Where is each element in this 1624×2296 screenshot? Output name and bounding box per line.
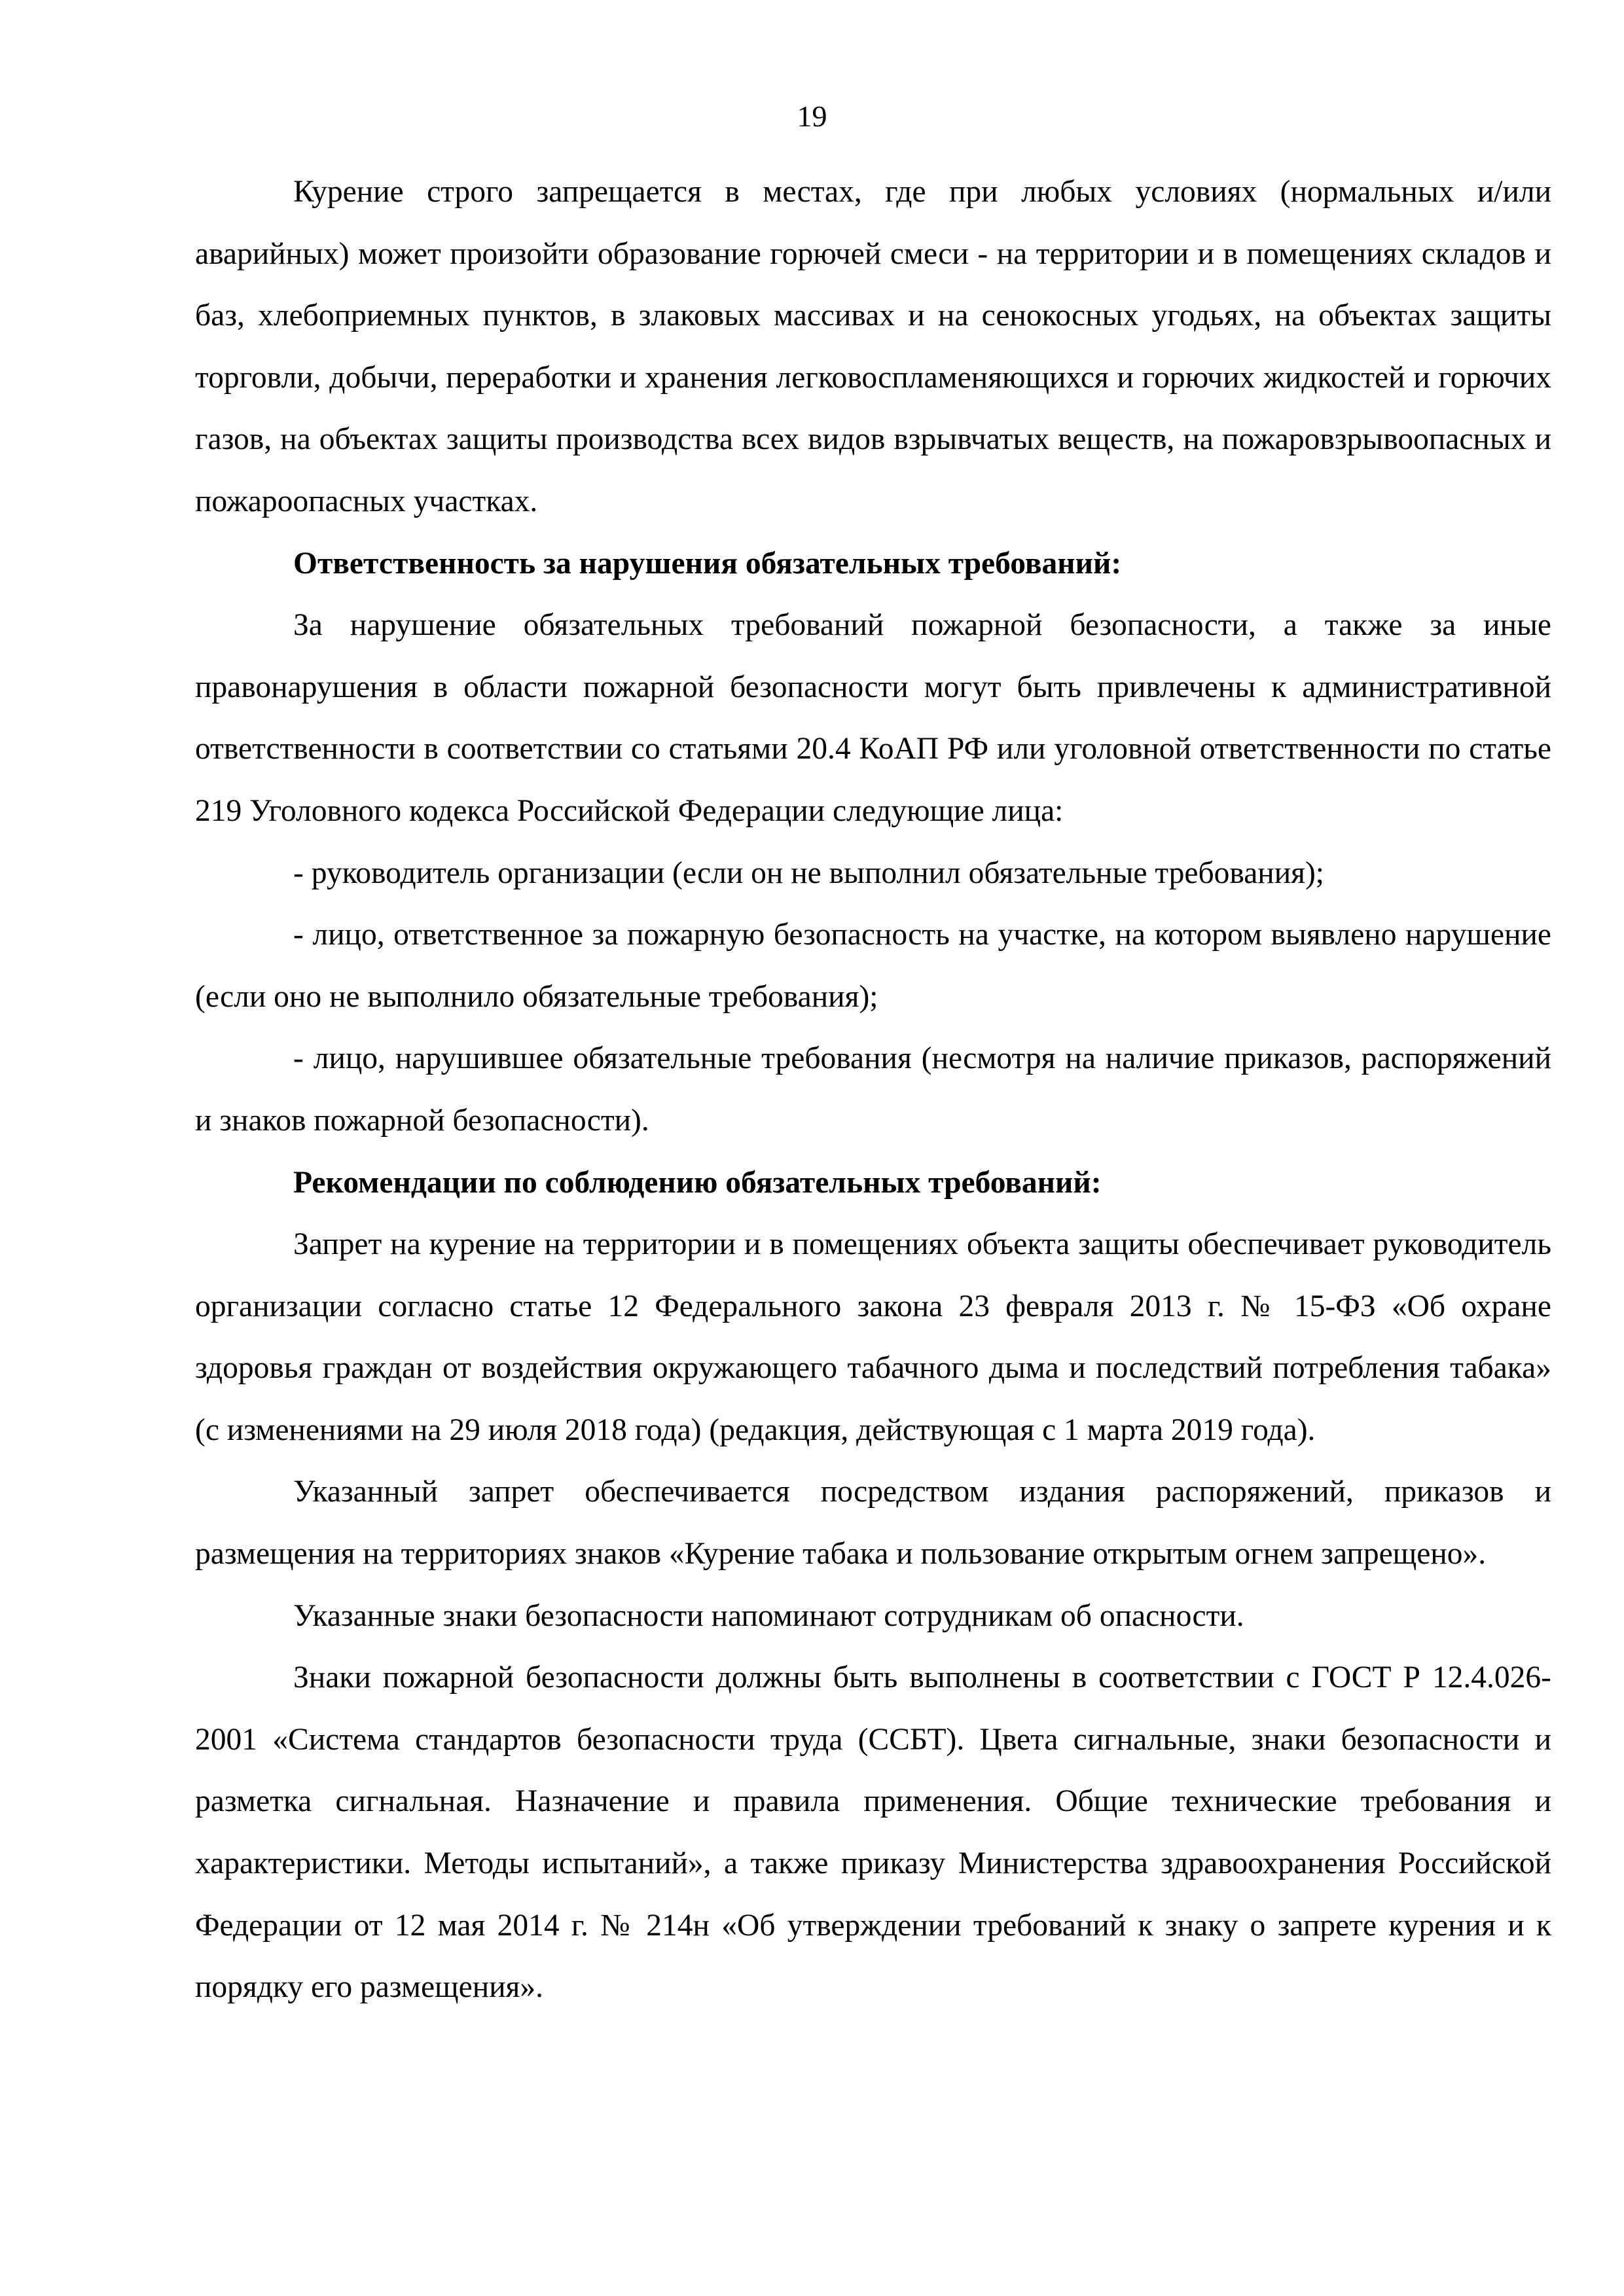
document-body <box>195 161 1551 2018</box>
list-item-responsible-person: - лицо, ответственное за пожарную безопасность на участке, на котором выявлено нарушение (если оно не выполнило обязательные требования); <box>195 918 1551 1014</box>
heading-liability: Ответственность за нарушения обязательных требований: <box>293 546 1122 581</box>
paragraph-liability: За нарушение обязательных требований пожарной безопасности, а также за иные правонарушения в области пожарной безопасности могут быть привлечены к административной ответственности в соответствии со статьями 20.4 КоАП РФ или уголовной ответственности по статье 219 Уголовного кодекса Российской Федерации следующие лица: <box>195 608 1551 828</box>
paragraph-safety-signs: Указанные знаки безопасности напоминают сотрудникам об опасности. <box>293 1598 1244 1633</box>
list-item-violator: - лицо, нарушившее обязательные требования (несмотря на наличие приказов, распоряжений и знаков пожарной безопасности). <box>195 1041 1551 1138</box>
heading-recommendations: Рекомендации по соблюдению обязательных требований: <box>293 1165 1102 1200</box>
paragraph-sign-standards: Знаки пожарной безопасности должны быть выполнены в соответствии с ГОСТ Р 12.4.026-2001 «Система стандартов безопасности труда (ССБТ). Цвета сигнальные, знаки безопасности и разметка сигнальная. Назначение и правила применения. Общие технические требования и характеристики. Методы испытаний», а также приказу Министерства здравоохранения Российской Федерации от 12 мая 2014 г. № 214н «Об утверждении требований к знаку о запрете курения и к порядку его размещения». <box>195 1660 1551 2005</box>
paragraph-smoking-ban-law: Запрет на курение на территории и в помещениях объекта защиты обеспечивает руководитель организации согласно статье 12 Федерального закона 23 февраля 2013 г. № 15-ФЗ «Об охране здоровья граждан от воздействия окружающего табачного дыма и последствий потребления табака» (с изменениями на 29 июля 2018 года) (редакция, действующая с 1 марта 2019 года). <box>195 1227 1551 1447</box>
paragraph-ban-enforcement: Указанный запрет обеспечивается посредством издания распоряжений, приказов и размещения на территориях знаков «Курение табака и пользование открытым огнем запрещено». <box>195 1475 1551 1571</box>
list-item-manager: - руководитель организации (если он не выполнил обязательные требования); <box>293 855 1324 890</box>
paragraph-smoking-prohibition: Курение строго запрещается в местах, где при любых условиях (нормальных и/или аварийных) может произойти образование горючей смеси - на территории и в помещениях складов и баз, хлебоприемных пунктов, в злаковых массивах и на сенокосных угодьях, на объектах защиты торговли, добычи, переработки и хранения легковоспламеняющихся и горючих жидкостей и горючих газов, на объектах защиты производства всех видов взрывчатых веществ, на пожаровзрывоопасных и пожароопасных участках. <box>195 175 1551 518</box>
page-number: 19 <box>797 99 827 133</box>
